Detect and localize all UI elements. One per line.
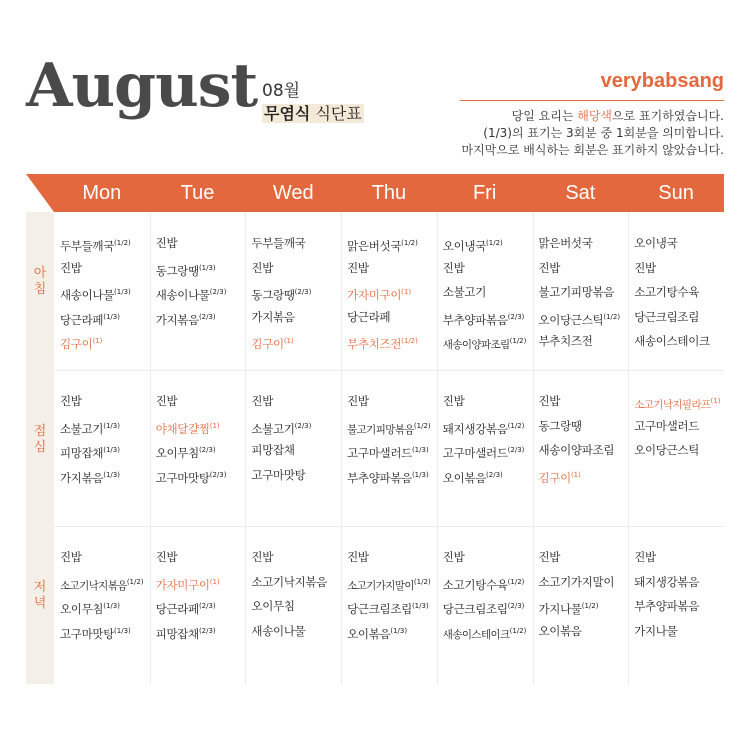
menu-item: 오이무침$^{(1/3)}$	[60, 602, 120, 616]
menu-item: 당근크림조림	[634, 309, 700, 324]
menu-item: 소고기낙지볶음$^{(1/2)}$	[60, 577, 144, 592]
menu-item: 동그랑땡	[538, 418, 582, 433]
menu-item: 당근라페$^{(1/3)}$	[60, 312, 120, 327]
meal-label-breakfast: 아 침	[33, 266, 47, 297]
menu-item: 부추양파볶음$^{(1/3)}$	[347, 470, 429, 485]
brand-divider	[460, 100, 724, 101]
menu-item: 오이당근스틱$^{(1/2)}$	[538, 312, 621, 327]
menu-item: 맑은버섯국$^{(1/2)}$	[347, 239, 418, 253]
menu-item: 오이무침$^{(2/3)}$	[155, 446, 216, 460]
menu-item: 돼지생강볶음$^{(1/2)}$	[442, 421, 525, 436]
menu-item: 가자미구이$^{(1)}$	[347, 288, 412, 302]
menu-item: 오이냉국$^{(1/2)}$	[442, 239, 503, 253]
menu-item: 진밥	[347, 260, 369, 275]
menu-cell-lunch-wed	[245, 389, 340, 487]
menu-item: 진밥	[538, 550, 561, 564]
menu-item: 새송이나물	[251, 623, 306, 638]
menu-cell-lunch-fri	[437, 389, 532, 487]
menu-item: 소불고기$^{(2/3)}$	[251, 421, 312, 436]
menu-item: 가지나물	[634, 623, 678, 638]
menu-item: 부추양파볶음$^{(2/3)}$	[442, 312, 525, 327]
menu-item: 새송이스테이크$^{(1/2)}$	[442, 626, 527, 641]
menu-item: 두부들깨국	[251, 236, 306, 250]
menu-item: 야채달걀찜$^{(1)}$	[155, 421, 220, 436]
grid-line-horizontal	[54, 370, 724, 371]
menu-item: 소불고기$^{(1/3)}$	[60, 421, 120, 436]
menu-cell-lunch-mon	[54, 389, 149, 487]
menu-item: 오이볶음$^{(1/3)}$	[347, 626, 408, 641]
menu-item: 오이볶음$^{(2/3)}$	[442, 470, 503, 485]
day-header-wed: Wed	[272, 181, 314, 204]
menu-item: 진밥	[347, 550, 369, 564]
menu-item: 피망잡채$^{(1/3)}$	[60, 446, 120, 460]
menu-item: 부추치즈전$^{(1/2)}$	[347, 337, 418, 351]
menu-item: 진밥	[60, 260, 82, 275]
day-header-fri: Fri	[472, 181, 497, 204]
menu-cell-dinner-sat	[533, 545, 628, 643]
day-header-sat: Sat	[565, 181, 596, 204]
menu-item: 불고기피망볶음$^{(1/2)}$	[347, 421, 431, 436]
menu-cell-lunch-sun	[628, 389, 723, 463]
meal-calendar	[26, 174, 724, 684]
menu-item: 피망잡채$^{(2/3)}$	[155, 626, 216, 641]
menu-item: 소고기탕수육	[634, 285, 700, 299]
menu-item: 새송이양파조림$^{(1/2)}$	[442, 337, 527, 351]
menu-item: 진밥	[538, 260, 561, 275]
day-header-tue: Tue	[180, 181, 215, 204]
menu-cell-dinner-sun	[628, 545, 723, 643]
menu-item: 진밥	[251, 260, 274, 275]
menu-item: 두부들깨국$^{(1/2)}$	[60, 239, 131, 253]
menu-cell-dinner-wed	[245, 545, 340, 643]
subtitle-rest: 식단표	[310, 104, 362, 123]
menu-cell-breakfast-tue	[150, 231, 245, 329]
menu-item: 당근크림조림$^{(2/3)}$	[442, 602, 525, 616]
meal-label-dinner: 저 녁	[33, 580, 47, 611]
menu-cell-breakfast-wed	[245, 231, 340, 354]
menu-subtitle	[262, 101, 364, 124]
menu-item: 고구마샐러드$^{(2/3)}$	[442, 446, 525, 460]
menu-item: 동그랑땡$^{(2/3)}$	[251, 288, 312, 302]
menu-item: 진밥	[442, 394, 465, 408]
menu-item: 오이볶음	[538, 623, 582, 638]
menu-item: 돼지생강볶음	[634, 574, 700, 589]
menu-item: 고구마샐러드$^{(1/3)}$	[347, 446, 429, 460]
brand-logo: verybabsang	[600, 70, 724, 92]
menu-item: 오이냉국	[634, 236, 678, 250]
menu-item: 진밥	[538, 394, 561, 408]
menu-item: 소불고기	[442, 285, 487, 299]
menu-item: 김구이$^{(1)}$	[538, 470, 581, 485]
menu-item: 소고기탕수육$^{(1/2)}$	[442, 577, 525, 592]
note-line-3: 마지막으로 배식하는 회분은 표기하지 않았습니다.	[461, 143, 724, 157]
menu-cell-lunch-thu	[341, 389, 436, 487]
menu-item: 소고기가지말이	[538, 574, 615, 589]
menu-item: 부추양파볶음	[634, 599, 700, 613]
menu-item: 진밥	[155, 550, 178, 564]
menu-item: 가지볶음	[251, 309, 295, 324]
menu-item: 고구마맛탕	[251, 467, 306, 482]
menu-item: 동그랑땡$^{(1/3)}$	[155, 263, 216, 278]
menu-item: 새송이양파조림	[538, 443, 615, 457]
menu-item: 진밥	[634, 550, 656, 564]
menu-item: 고구마샐러드	[634, 418, 700, 433]
menu-cell-dinner-thu	[341, 545, 436, 643]
note-line-1: 당일 요리는 해당색으로 표기하였습니다.	[511, 109, 724, 123]
menu-item: 부추치즈전	[538, 334, 593, 348]
day-header-thu: Thu	[371, 181, 407, 204]
menu-cell-dinner-fri	[437, 545, 532, 643]
menu-item: 불고기피망볶음	[538, 285, 615, 299]
menu-cell-breakfast-sun	[628, 231, 723, 354]
menu-item: 소고기가지말이$^{(1/2)}$	[347, 577, 431, 592]
menu-cell-dinner-mon	[54, 545, 149, 643]
menu-item: 새송이스테이크	[634, 334, 710, 348]
menu-item: 진밥	[60, 394, 82, 408]
menu-item: 김구이$^{(1)}$	[251, 337, 294, 351]
day-header-mon: Mon	[82, 181, 122, 204]
menu-item: 김구이$^{(1)}$	[60, 337, 103, 351]
menu-item: 오이무침	[251, 599, 295, 613]
subtitle-bold: 무염식	[264, 104, 311, 123]
menu-cell-breakfast-thu	[341, 231, 436, 354]
menu-item: 진밥	[442, 260, 465, 275]
legend-notes	[461, 108, 724, 159]
month-title: August	[26, 51, 258, 121]
month-number: 08월	[262, 81, 301, 101]
menu-item: 진밥	[251, 550, 274, 564]
menu-item: 진밥	[634, 260, 656, 275]
menu-item: 소고기낙지필라프$^{(1)}$	[634, 397, 721, 411]
menu-item: 진밥	[155, 236, 178, 250]
menu-item: 진밥	[251, 394, 274, 408]
menu-item: 가지볶음$^{(1/3)}$	[60, 470, 120, 485]
menu-cell-breakfast-mon	[54, 231, 149, 354]
day-header-sun: Sun	[658, 181, 694, 204]
menu-item: 오이당근스틱	[634, 443, 700, 457]
menu-item: 가자미구이$^{(1)}$	[155, 577, 220, 592]
menu-cell-breakfast-fri	[437, 231, 532, 354]
menu-item: 새송이나물$^{(2/3)}$	[155, 288, 227, 302]
menu-item: 진밥	[442, 550, 465, 564]
menu-cell-breakfast-sat	[533, 231, 628, 354]
menu-item: 진밥	[60, 550, 82, 564]
grid-line-horizontal	[54, 526, 724, 527]
menu-item: 진밥	[347, 394, 369, 408]
menu-cell-dinner-tue	[150, 545, 245, 643]
menu-item: 가지볶음$^{(2/3)}$	[155, 312, 216, 327]
menu-item: 고구마맛탕$^{(2/3)}$	[155, 470, 227, 485]
menu-item: 새송이나물$^{(1/3)}$	[60, 288, 131, 302]
menu-item: 맑은버섯국	[538, 236, 593, 250]
menu-item: 당근라페	[347, 309, 391, 324]
menu-item: 당근라페$^{(2/3)}$	[155, 602, 216, 616]
menu-item: 진밥	[155, 394, 178, 408]
note-line-2: (1/3)의 표기는 3회분 중 1회분을 의미합니다.	[483, 126, 724, 140]
menu-item: 가지나물$^{(1/2)}$	[538, 602, 599, 616]
meal-label-lunch: 점 심	[33, 424, 47, 455]
menu-cell-lunch-sat	[533, 389, 628, 487]
menu-cell-lunch-tue	[150, 389, 245, 487]
menu-item: 고구마맛탕$^{(1/3)}$	[60, 626, 131, 641]
menu-item: 소고기낙지볶음	[251, 574, 328, 589]
menu-item: 당근크림조림$^{(1/3)}$	[347, 602, 429, 616]
menu-item: 피망잡채	[251, 443, 295, 457]
